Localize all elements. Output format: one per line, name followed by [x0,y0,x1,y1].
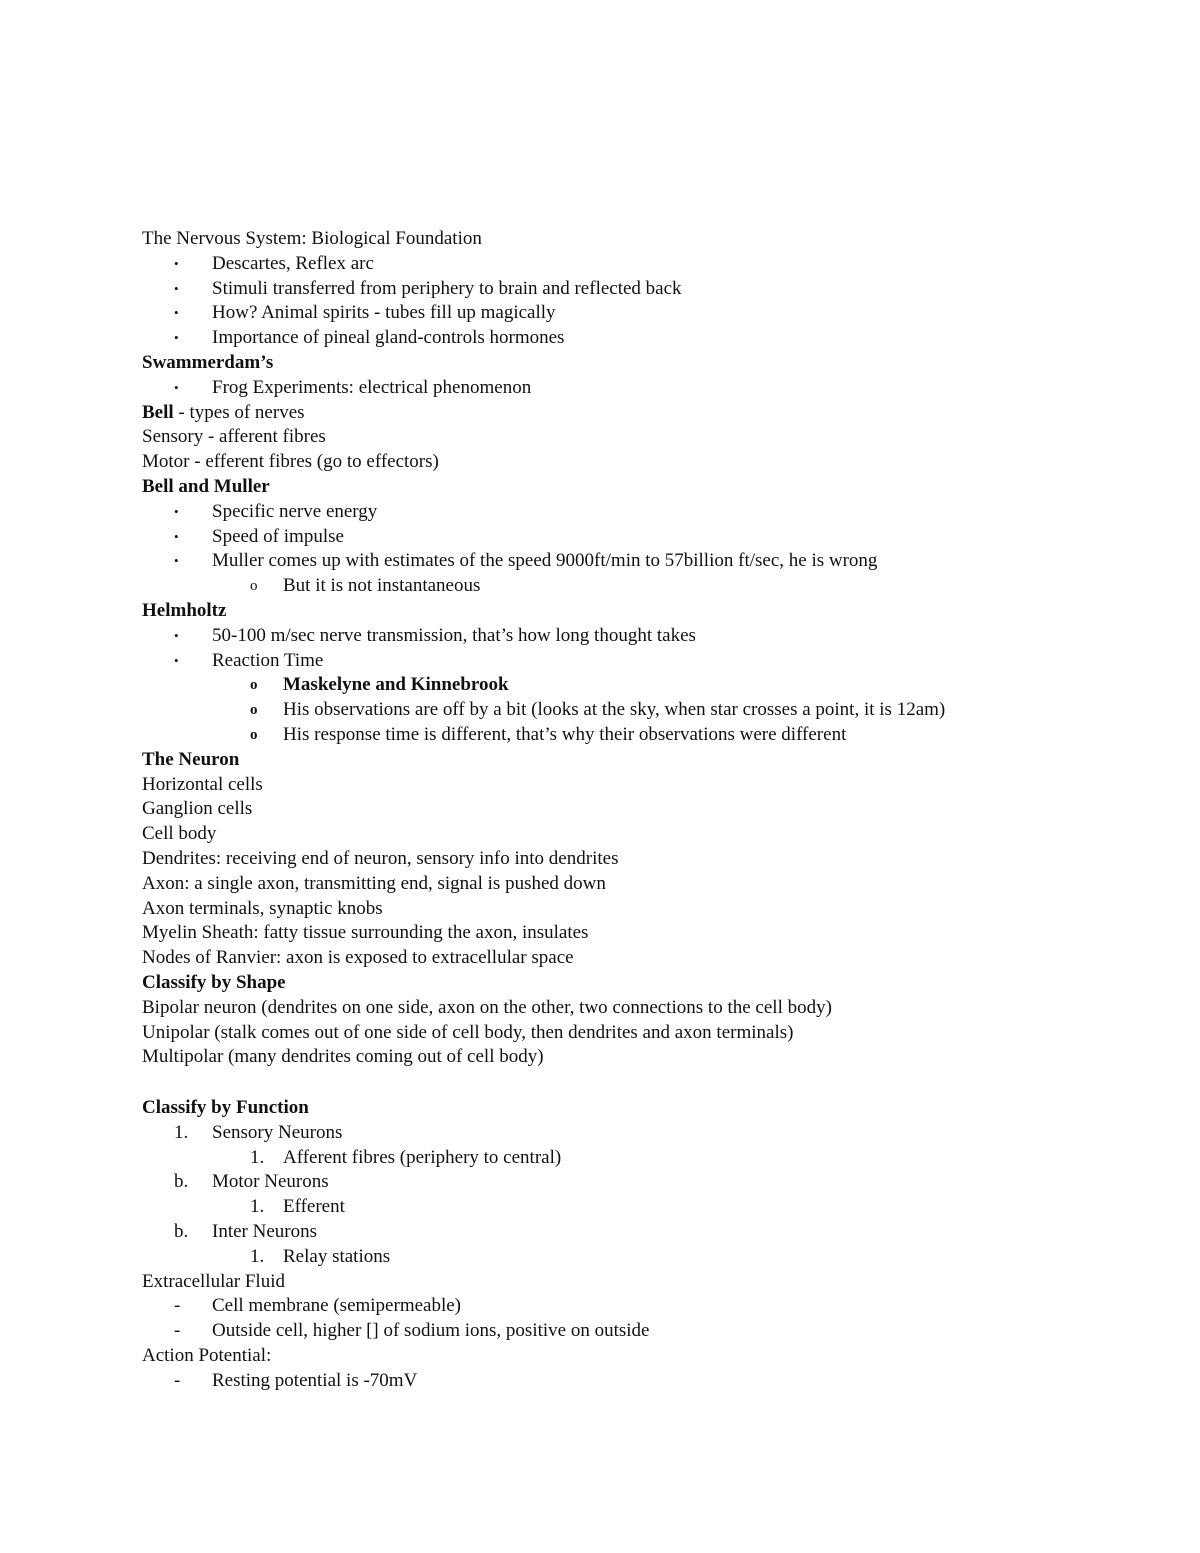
list-marker: - [174,1320,181,1342]
sub-list-item [142,698,1122,723]
line-text: Relay stations [283,1245,391,1267]
line-text: Axon terminals, synaptic knobs [142,897,383,919]
list-marker: • [174,503,179,519]
list-marker: • [174,305,179,321]
line-text: Myelin Sheath: fatty tissue surrounding the axon, insulates [142,922,589,944]
section-heading [142,971,1122,996]
line-text: The Neuron [142,748,240,770]
text-line [142,797,1122,822]
line-text: Bell and Muller [142,475,270,497]
list-marker: 1. [174,1121,189,1143]
list-marker: b. [174,1221,189,1243]
section-heading [142,748,1122,773]
line-text: Inter Neurons [212,1221,317,1243]
list-marker: • [174,255,179,271]
list-marker: • [174,379,179,395]
list-item [142,376,1122,401]
line-text: Nodes of Ranvier: axon is exposed to extracellular space [142,947,574,969]
line-text: Reaction Time [212,649,324,671]
text-line [142,822,1122,847]
line-text: Extracellular Fluid [142,1270,285,1292]
list-item [142,252,1122,277]
sub-list-item [142,723,1122,748]
line-text: Unipolar (stalk comes out of one side of cell body, then dendrites and axon terminals) [142,1021,794,1043]
line-text: Classify by Function [142,1097,309,1119]
line-text: How? Animal spirits - tubes fill up magically [212,302,556,324]
line-text: Outside cell, higher [] of sodium ions, positive on outside [212,1320,650,1342]
list-marker: - [174,1295,181,1317]
text-line [142,897,1122,922]
line-text: Multipolar (many dendrites coming out of cell body) [142,1046,544,1068]
list-marker: • [174,280,179,296]
text-line [142,425,1122,450]
list-item [142,525,1122,550]
list-item [142,500,1122,525]
line-text: Speed of impulse [212,525,344,547]
line-text: Bipolar neuron (dendrites on one side, axon on the other, two connections to the cell body) [142,996,832,1018]
section-heading [142,1096,1122,1121]
list-marker: • [174,330,179,346]
line-text: But it is not instantaneous [283,575,481,597]
sub-list-item [142,574,1122,599]
list-item [142,549,1122,574]
list-item [142,301,1122,326]
section-heading [142,475,1122,500]
list-item [142,1121,1122,1146]
list-item [142,326,1122,351]
list-item [142,1220,1122,1245]
line-text: 50-100 m/sec nerve transmission, that’s how long thought takes [212,624,696,646]
text-line [142,1045,1122,1070]
sub-list-item [142,1146,1122,1171]
sub-list-item [142,673,1122,698]
line-text: Motor Neurons [212,1171,329,1193]
list-marker: • [174,553,179,569]
list-item [142,1294,1122,1319]
line-text: Motor - efferent fibres (go to effectors) [142,451,439,473]
list-item [142,649,1122,674]
line-text: Sensory Neurons [212,1121,343,1143]
line-text: Resting potential is -70mV [212,1369,418,1391]
line-text: The Nervous System: Biological Foundation [142,228,482,249]
list-item [142,1369,1122,1394]
line-text: Cell body [142,823,217,845]
line-text: Descartes, Reflex arc [212,252,374,274]
text-line [142,921,1122,946]
list-item [142,277,1122,302]
line-text: Action Potential: [142,1345,272,1367]
line-text: Specific nerve energy [212,500,378,522]
list-item [142,1319,1122,1344]
text-line [142,1344,1122,1369]
list-marker: b. [174,1171,189,1193]
list-marker: - [174,1369,181,1391]
list-item [142,624,1122,649]
line-text: Maskelyne and Kinnebrook [283,674,509,696]
text-line [142,847,1122,872]
list-marker: • [174,528,179,544]
list-marker: o [250,578,258,595]
line-text: Swammerdam’s [142,351,274,373]
text-line [142,1021,1122,1046]
list-marker: 1. [250,1196,265,1218]
line-text: Importance of pineal gland-controls hormones [212,327,565,349]
text-line [142,946,1122,971]
text-line [142,1270,1122,1295]
list-marker: o [250,702,258,719]
line-text: Dendrites: receiving end of neuron, sensory info into dendrites [142,847,619,869]
line-text: Frog Experiments: electrical phenomenon [212,376,532,398]
line-text: Helmholtz [142,599,227,621]
list-marker: 1. [250,1245,265,1267]
list-marker: • [174,627,179,643]
line-text: Horizontal cells [142,773,263,795]
section-heading [142,599,1122,624]
sub-list-item [142,1245,1122,1270]
line-text: Axon: a single axon, transmitting end, signal is pushed down [142,872,606,894]
line-text: Afferent fibres (periphery to central) [283,1146,562,1168]
text-line [142,401,1122,426]
line-text: Efferent [283,1196,345,1218]
text-line [142,996,1122,1021]
list-item [142,1170,1122,1195]
line-text: His response time is different, that’s why their observations were different [283,723,847,745]
text-line [142,450,1122,475]
line-text: Cell membrane (semipermeable) [212,1295,462,1317]
list-marker: o [250,726,258,743]
list-marker: o [250,677,258,694]
line-text: - types of nerves [173,401,305,423]
line-text: His observations are off by a bit (looks at the sky, when star crosses a point, it is 12am) [283,699,946,721]
sub-list-item [142,1195,1122,1220]
text-line [142,773,1122,798]
inline-bold-term: Bell [142,401,174,423]
list-marker: 1. [250,1146,265,1168]
line-text: Sensory - afferent fibres [142,426,326,448]
line-text: Muller comes up with estimates of the speed 9000ft/min to 57billion ft/sec, he is wrong [212,550,878,572]
line-text: Classify by Shape [142,971,286,993]
line-text: Ganglion cells [142,798,253,820]
blank-line [142,1070,1122,1096]
document-body [142,227,1122,1394]
list-marker: • [174,652,179,668]
text-line [142,872,1122,897]
document-title [142,227,1122,252]
section-heading [142,351,1122,376]
line-text: Stimuli transferred from periphery to brain and reflected back [212,277,682,299]
